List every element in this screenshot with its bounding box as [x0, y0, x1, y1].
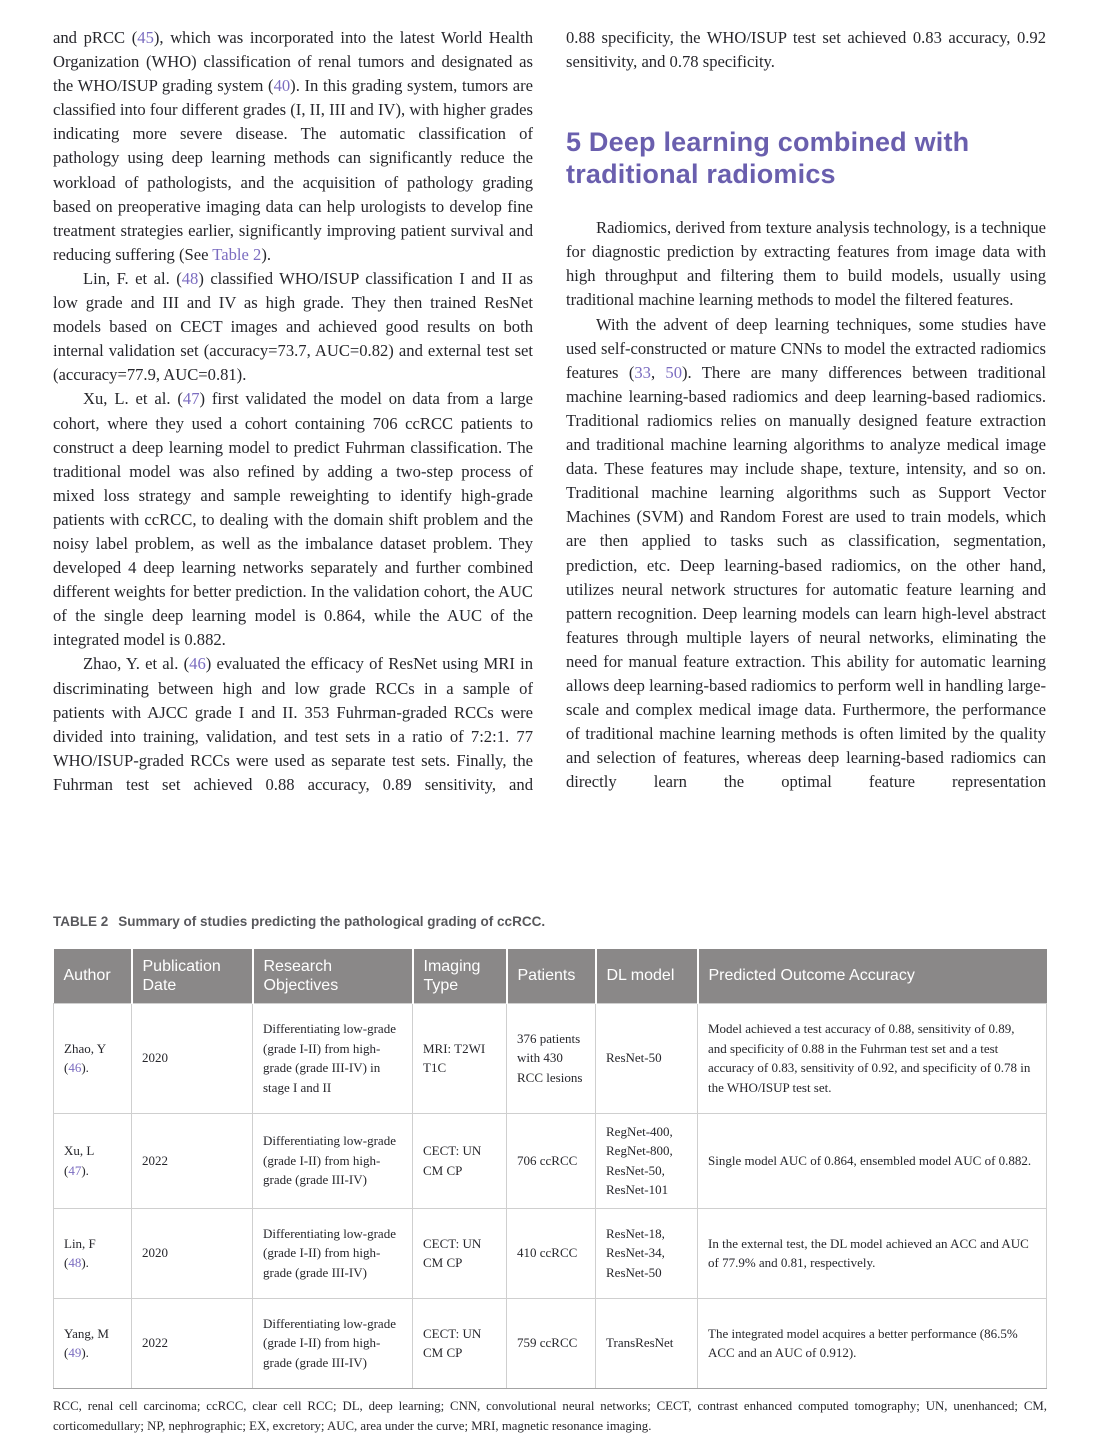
cell-predicted-outcome: In the external test, the DL model achieved an ACC and AUC of 77.9% and 0.81, respectively.: [698, 1208, 1047, 1298]
cell-patients: 706 ccRCC: [507, 1113, 596, 1208]
paren: ).: [81, 1255, 89, 1270]
paren: ).: [81, 1060, 89, 1075]
cell-publication-date: 2022: [132, 1298, 253, 1388]
cell-research-objectives: Differentiating low-grade (grade I-II) from high-grade (grade III-IV): [253, 1113, 413, 1208]
paren: (: [64, 1345, 69, 1360]
right-column: [566, 26, 1046, 884]
cell-dl-model: ResNet-50: [596, 1003, 698, 1113]
section-heading: 5 Deep learning combined with traditional radiomics: [566, 127, 970, 190]
table-row: [54, 1298, 1047, 1388]
column-header-author: Author: [54, 949, 132, 1003]
table-footnote: RCC, renal cell carcinoma; ccRCC, clear cell RCC; DL, deep learning; CNN, convolutional neural networks; CECT, contrast enhanced computed tomography; UN, unenhanced; CM, corticomedullary; NP, nephrographic; EX, excretory; AUC, area under the curve; MRI, magnetic resonance imaging.: [53, 1398, 1047, 1434]
text-run: Radiomics, derived from texture analysis technology, is a technique for diagnostic prediction by extracting features from image data with high throughput and filtering them to build models, usually using traditional machine learning methods to model the filtered features.: [566, 218, 1046, 310]
author-ref: [64, 1253, 121, 1273]
reference-link[interactable]: 46: [189, 654, 206, 674]
paragraph: [53, 26, 533, 267]
author-name: Zhao, Y: [64, 1040, 107, 1056]
cell-publication-date: 2022: [132, 1113, 253, 1208]
reference-link[interactable]: 47: [68, 1162, 82, 1178]
paren: ).: [81, 1162, 89, 1178]
table-caption-text: Summary of studies predicting the pathological grading of ccRCC.: [118, 914, 546, 929]
column-header-dl-model: DL model: [596, 949, 698, 1003]
cell-publication-date: 2020: [132, 1208, 253, 1298]
author-name: Xu, L: [64, 1143, 95, 1158]
summary-table: [53, 949, 1047, 1389]
text-run: ) classified WHO/ISUP classification I and II as low grade and III and IV as high grade. They then trained ResNet models based on CECT images and achieved good results on both internal validation set (accuracy=73.7, AUC=0.82) and external test set (accuracy=77.9, AUC=0.81).: [53, 268, 533, 385]
reference-link[interactable]: 50: [665, 362, 683, 382]
text-run: ) evaluated the efficacy of ResNet using MRI in discriminating between high and low grade RCCs in a sample of patients with AJCC grade I and II. 353 Fuhrman-graded RCCs were divided into training, validation, and test sets in a ratio of 7:2:1. 77 WHO/ISUP-graded RCCs were used as separate test sets. Finally, the Fuhrman test set achieved 0.88 accuracy, 0.89 sensitivity, and: [53, 654, 533, 794]
reference-link[interactable]: 45: [137, 28, 154, 47]
cell-imaging-type: CECT: UN CM CP: [413, 1208, 507, 1298]
paren: (: [64, 1060, 69, 1075]
table-header-row: [54, 949, 1047, 1003]
cell-imaging-type: CECT: UN CM CP: [413, 1113, 507, 1208]
column-header-predicted-outcome-accuracy: Predicted Outcome Accuracy: [698, 949, 1047, 1003]
cell-patients: 759 ccRCC: [507, 1298, 596, 1388]
paragraph: [566, 216, 1046, 312]
cell-author: [54, 1113, 132, 1208]
cell-publication-date: 2020: [132, 1003, 253, 1113]
author-name: Lin, F: [64, 1235, 96, 1251]
text-run: Xu, L. et al. (: [83, 389, 183, 409]
table-label: TABLE 2: [53, 914, 109, 929]
text-run: ) first validated the model on data from a large cohort, where they used a cohort containing 706 ccRCC patients to construct a deep learning model to predict Fuhrman classification. The traditional model was also refined by adding a two-step process of mixed loss strategy and sample reweighting to identify high-grade patients with ccRCC, to dealing with the domain shift problem and the noisy label problem, as well as the imbalance dataset problem. They developed 4 deep learning networks separately and further combined different weights for better prediction. In the validation cohort, the AUC of the single deep learning model is 0.864, while the AUC of the integrated model is 0.882.: [53, 389, 533, 650]
reference-link[interactable]: 49: [68, 1345, 82, 1360]
reference-link[interactable]: 33: [634, 362, 651, 382]
text-run: ,: [650, 362, 666, 382]
column-header-research-objectives: Research Objectives: [253, 949, 413, 1003]
paragraph: [566, 26, 1046, 74]
reference-link[interactable]: 47: [182, 389, 200, 409]
text-run: Lin, F. et al. (: [83, 268, 182, 288]
column-header-imaging-type: Imaging Type: [413, 949, 507, 1003]
paragraph: [53, 267, 533, 387]
paren: (: [64, 1162, 69, 1178]
table-row: [54, 1003, 1047, 1113]
text-run: ), which was incorporated into the latest World Health Organization (WHO) classification of renal tumors and designated as the WHO/ISUP grading system (: [53, 28, 533, 96]
paragraph: [566, 313, 1046, 795]
cell-research-objectives: Differentiating low-grade (grade I-II) from high-grade (grade III-IV) in stage I and II: [253, 1003, 413, 1113]
cell-predicted-outcome: Model achieved a test accuracy of 0.88, sensitivity of 0.89, and specificity of 0.88 in the Fuhrman test set and a test accuracy of 0.83, sensitivity of 0.92, and specificity of 0.78 in the WHO/ISUP test set.: [698, 1003, 1047, 1113]
reference-link[interactable]: 48: [181, 268, 199, 288]
table-caption: [53, 914, 1047, 929]
text-run: and pRCC (: [53, 28, 138, 47]
cell-dl-model: ResNet-18, ResNet-34, ResNet-50: [596, 1208, 698, 1298]
text-run: 0.88 specificity, the WHO/ISUP test set achieved 0.83 accuracy, 0.92 sensitivity, and 0.78 specificity.: [566, 28, 1046, 72]
cell-predicted-outcome: Single model AUC of 0.864, ensembled model AUC of 0.882.: [698, 1113, 1047, 1208]
author-ref: [64, 1058, 121, 1078]
cell-dl-model: RegNet-400, RegNet-800, ResNet-50, ResNet-101: [596, 1113, 698, 1208]
paragraph: [53, 387, 533, 652]
author-ref: [64, 1343, 121, 1363]
cell-author: [54, 1003, 132, 1113]
cell-patients: 410 ccRCC: [507, 1208, 596, 1298]
left-column: [53, 26, 533, 884]
cell-author: [54, 1298, 132, 1388]
cell-imaging-type: CECT: UN CM CP: [413, 1298, 507, 1388]
cell-research-objectives: Differentiating low-grade (grade I-II) from high-grade (grade III-IV): [253, 1298, 413, 1388]
cell-author: [54, 1208, 132, 1298]
text-run: ).: [261, 244, 272, 264]
cell-dl-model: TransResNet: [596, 1298, 698, 1388]
reference-link[interactable]: 46: [68, 1060, 82, 1075]
text-run: ). There are many differences between traditional machine learning-based radiomics and deep learning-based radiomics. Traditional radiomics relies on manually designed feature extraction and traditional machine learning algorithms to analyze medical image data. These features may include shape, texture, intensity, and so on. Traditional machine learning algorithms such as Support Vector Machines (SVM) and Random Forest are used to train models, which are then applied to tasks such as classification, segmentation, prediction, etc. Deep learning-based radiomics, on the other hand, utilizes neural network structures for automatic feature learning and pattern recognition. Deep learning models can learn high-level abstract features through multiple layers of neural networks, eliminating the need for manual feature extraction. This ability for automatic learning allows deep learning-based radiomics to perform well in handling large-scale and complex medical image data. Furthermore, the performance of traditional machine learning methods is often limited by the quality and selection of features, whereas deep learning-based radiomics can directly learn the optimal feature representation: [566, 362, 1046, 792]
table-row: [54, 1113, 1047, 1208]
cell-predicted-outcome: The integrated model acquires a better performance (86.5% ACC and an AUC of 0.912).: [698, 1298, 1047, 1388]
text-run: Zhao, Y. et al. (: [83, 654, 190, 674]
table-section: [53, 914, 1047, 1437]
paragraph: [53, 652, 533, 797]
cell-imaging-type: MRI: T2WI T1C: [413, 1003, 507, 1113]
text-run: With the advent of deep learning techniques, some studies have used self-constructed or mature CNNs to model the extracted radiomics features (: [566, 314, 1046, 382]
author-ref: [64, 1161, 121, 1181]
reference-link[interactable]: 48: [68, 1255, 82, 1270]
two-column-text: [53, 26, 1047, 884]
author-name: Yang, M: [64, 1325, 109, 1341]
column-header-publication-date: Publication Date: [132, 949, 253, 1003]
paren: (: [64, 1255, 69, 1270]
reference-link[interactable]: 40: [273, 76, 291, 96]
cell-patients: 376 patients with 430 RCC lesions: [507, 1003, 596, 1113]
table-row: [54, 1208, 1047, 1298]
text-run: ). In this grading system, tumors are classified into four different grades (I, II, III and IV), with higher grades indicating more severe disease. The automatic classification of pathology using deep learning methods can significantly reduce the workload of pathologists, and the acquisition of pathology grading based on preoperative imaging data can help urologists to develop fine treatment strategies earlier, significantly improving patient survival and reducing suffering (See: [53, 76, 533, 264]
cell-research-objectives: Differentiating low-grade (grade I-II) from high-grade (grade III-IV): [253, 1208, 413, 1298]
reference-link[interactable]: Table 2: [212, 244, 262, 264]
paren: ).: [81, 1345, 89, 1360]
column-header-patients: Patients: [507, 949, 596, 1003]
